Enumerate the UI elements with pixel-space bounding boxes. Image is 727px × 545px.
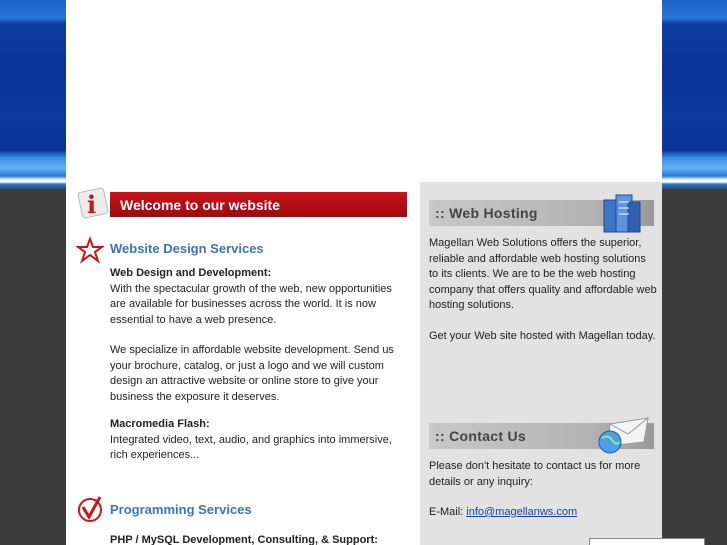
checkmark-icon [76,495,104,523]
web-hosting-heading: :: Web Hosting [429,200,654,226]
flash-text [110,417,405,464]
page-container [66,0,662,545]
web-design-subheading: Web Design and Development: [110,267,272,279]
programming-text [110,533,405,545]
star-icon [76,236,104,264]
sidebar [420,182,662,545]
contact-us-heading: :: Contact Us [429,423,654,449]
contact-email-line [429,505,657,521]
design-services-text [110,266,405,328]
main-content [66,182,420,545]
contact-paragraph: Please don't hesitate to contact us for more details or any inquiry: [429,460,641,488]
design-services-heading: Website Design Services [110,241,264,256]
programming-services-heading: Programming Services [110,502,252,517]
header-banner [66,0,662,182]
flash-paragraph: Integrated video, text, audio, and graphics into immersive, rich experiences... [110,433,392,461]
flash-subheading: Macromedia Flash: [110,418,210,430]
web-design-paragraph-1: With the spectacular growth of the web, new opportunities are available for businesses across the world. It is now essential to have a web presence. [110,282,392,326]
web-design-paragraph-2: We specialize in affordable website development. Send us your brochure, catalog, or just a logo and we will custom design an attractive website or online store to give your business the exposure it deserves. [110,344,394,403]
envelope-globe-icon [592,414,652,456]
server-icon [598,192,644,234]
svg-text:i: i [87,190,97,219]
web-hosting-paragraph-1: Magellan Web Solutions offers the superior, reliable and affordable web hosting solutions to its clients. We are to be the web hosting company that offers quality and affordable web hosting solutions. [429,237,657,311]
info-icon [76,186,112,220]
welcome-title: Welcome to our website [110,192,407,217]
email-link[interactable]: info@magellanws.com [466,506,578,518]
sidebar-button[interactable] [589,538,705,545]
web-hosting-paragraph-2: Get your Web site hosted with Magellan today. [429,330,656,342]
php-subheading: PHP / MySQL Development, Consulting, & Support: [110,534,378,545]
email-label: E-Mail: [429,506,467,518]
